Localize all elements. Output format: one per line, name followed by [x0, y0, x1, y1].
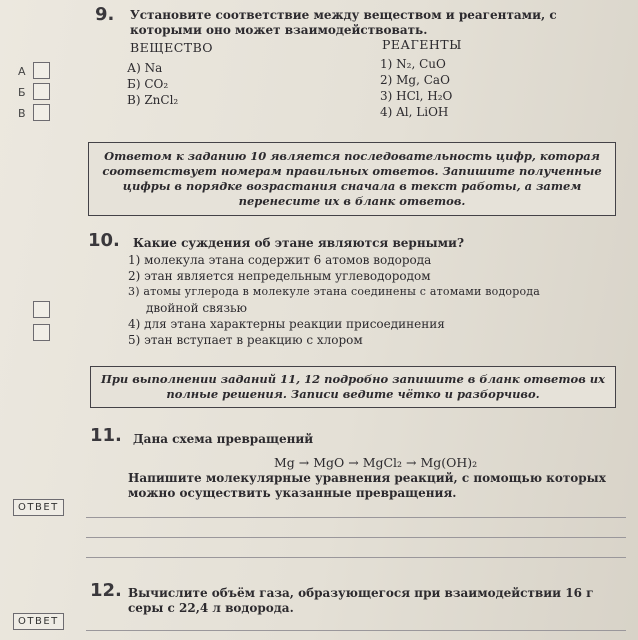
- q10-option-3-cont: двойной связью: [146, 301, 247, 315]
- q9-reagents-list: [380, 56, 452, 120]
- q9-answer-label-c: В: [18, 107, 26, 120]
- q9-answer-label-a: А: [18, 65, 26, 78]
- q9-substances-list: [127, 60, 178, 108]
- q11-answer-label: ОТВЕТ: [13, 499, 64, 516]
- q10-option-4: 4) для этана характерны реакции присоединения: [128, 317, 445, 331]
- q9-substance-c: В) ZnCl₂: [127, 93, 179, 107]
- q9-answer-box-c[interactable]: [33, 104, 50, 121]
- q12-question: Вычислите объём газа, образующегося при взаимодействии 16 г серы с 22,4 л водорода.: [128, 586, 594, 615]
- instruction-box-q10: Ответом к заданию 10 является последовательность цифр, которая соответствует номерам правильных ответов. Запишите полученные цифры в порядке возрастания сначала в текст работы, а затем перенесите их в бланк ответов.: [88, 142, 616, 216]
- instruction-box-q11-12: При выполнении заданий 11, 12 подробно запишите в бланк ответов их полные решения. Записи ведите чётко и разборчиво.: [90, 366, 616, 408]
- q12-answer-line-1[interactable]: [86, 630, 626, 631]
- q10-question: Какие суждения об этане являются верными?: [133, 236, 464, 250]
- q10-number: 10.: [88, 230, 120, 251]
- q9-reagent-3: 3) HCl, H₂O: [380, 89, 453, 103]
- q11-answer-line-3[interactable]: [86, 557, 626, 558]
- q9-answer-box-b[interactable]: [33, 83, 50, 100]
- q9-reagent-1: 1) N₂, CuO: [380, 57, 446, 71]
- q9-answer-box-a[interactable]: [33, 62, 50, 79]
- q9-reagent-4: 4) Al, LiOH: [380, 105, 449, 119]
- q11-task: Напишите молекулярные уравнения реакций, с помощью которых можно осуществить указанные превращения.: [128, 471, 606, 500]
- q10-option-5: 5) этан вступает в реакцию с хлором: [128, 333, 363, 347]
- q9-reagents-header: РЕАГЕНТЫ: [382, 37, 462, 52]
- q10-option-2: 2) этан является непредельным углеводородом: [128, 269, 431, 283]
- q9-substance-header: ВЕЩЕСТВО: [130, 40, 214, 55]
- q10-option-1: 1) молекула этана содержит 6 атомов водорода: [128, 253, 432, 267]
- q11-question: Дана схема превращений: [133, 432, 314, 446]
- q9-answer-label-b: Б: [18, 86, 26, 99]
- q11-answer-line-1[interactable]: [86, 517, 626, 518]
- q11-answer-line-2[interactable]: [86, 537, 626, 538]
- q9-question: Установите соответствие между веществом и реагентами, с которыми оно может взаимодействовать.: [130, 8, 557, 37]
- q10-options-list: [128, 252, 628, 348]
- q12-answer-label: ОТВЕТ: [13, 613, 64, 630]
- q10-option-3: 3) атомы углерода в молекуле этана соединены с атомами водорода: [128, 285, 541, 298]
- q10-answer-box-2[interactable]: [33, 324, 50, 341]
- q11-number: 11.: [90, 425, 122, 446]
- q9-substance-b: Б) CO₂: [127, 77, 169, 91]
- q9-reagent-2: 2) Mg, CaO: [380, 73, 450, 87]
- q12-number: 12.: [90, 580, 122, 601]
- q10-answer-box-1[interactable]: [33, 301, 50, 318]
- q11-scheme: Mg → MgO → MgCl₂ → Mg(OH)₂: [274, 455, 478, 470]
- q9-number: 9.: [95, 4, 115, 25]
- q9-substance-a: А) Na: [127, 61, 163, 75]
